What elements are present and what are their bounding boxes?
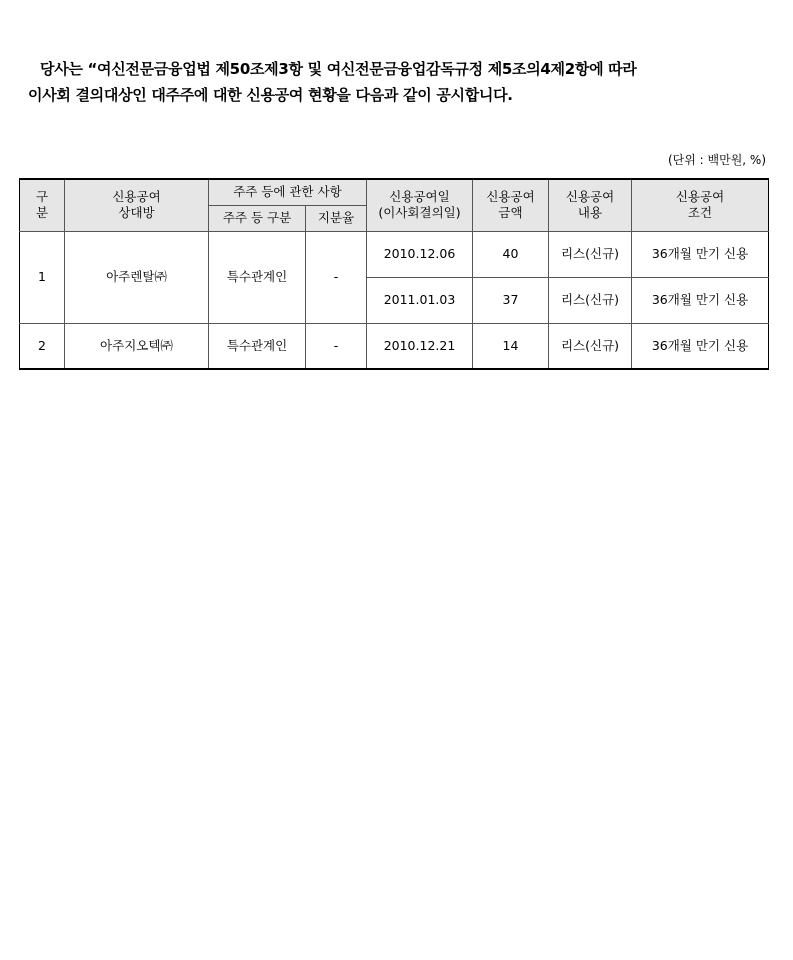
credit-disclosure-table [19,178,769,370]
counterparty-cell: 아주지오텍㈜ [65,323,209,369]
shareholder-type-cell: 특수관계인 [209,323,306,369]
content-cell: 리스(신규) [549,323,632,369]
header-credit-date: 신용공여일 (이사회결의일) [367,179,473,231]
terms-cell: 36개월 만기 신용 [632,323,769,369]
header-stake-ratio: 지분율 [306,205,367,231]
stake-cell: - [306,323,367,369]
row-number: 1 [20,231,65,323]
shareholder-type-cell: 특수관계인 [209,231,306,323]
stake-cell: - [306,231,367,323]
header-shareholder-type: 주주 등 구분 [209,205,306,231]
table-row [20,323,769,369]
content-cell: 리스(신규) [549,277,632,323]
credit-date-cell: 2010.12.21 [367,323,473,369]
intro-line-2: 이사회 결의대상인 대주주에 대한 신용공여 현황을 다음과 같이 공시합니다. [28,86,513,104]
header-amount: 신용공여 금액 [473,179,549,231]
header-category: 구 분 [20,179,65,231]
counterparty-cell: 아주렌탈㈜ [65,231,209,323]
credit-date-cell: 2011.01.03 [367,277,473,323]
amount-cell: 14 [473,323,549,369]
intro-paragraph [28,56,768,108]
content-cell: 리스(신규) [549,231,632,277]
table-row [20,231,769,277]
terms-cell: 36개월 만기 신용 [632,231,769,277]
unit-note: (단위 : 백만원, %) [667,153,766,167]
header-content: 신용공여 내용 [549,179,632,231]
terms-cell: 36개월 만기 신용 [632,277,769,323]
header-row-1 [20,179,769,205]
intro-line-1: 당사는 “여신전문금융업법 제50조제3항 및 여신전문금융업감독규정 제5조의4제2항에 따라 [40,60,637,78]
header-counterparty: 신용공여 상대방 [65,179,209,231]
row-number: 2 [20,323,65,369]
header-shareholder-group: 주주 등에 관한 사항 [209,179,367,205]
credit-date-cell: 2010.12.06 [367,231,473,277]
header-terms: 신용공여 조건 [632,179,769,231]
amount-cell: 40 [473,231,549,277]
amount-cell: 37 [473,277,549,323]
